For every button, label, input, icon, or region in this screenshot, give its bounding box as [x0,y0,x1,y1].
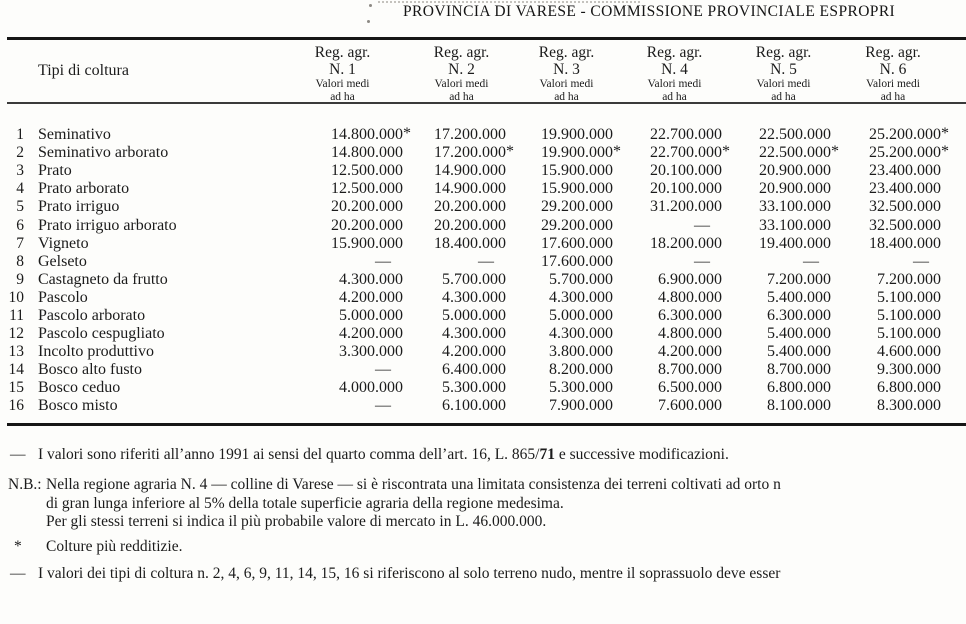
table-row [0,198,955,216]
asterisk-note-text: Colture più redditizie. [46,538,183,555]
crop-name: Prato irriguo [38,198,120,216]
column-header-sub1: Valori medi [434,78,489,90]
value-cell: 5.400.000 [767,343,831,361]
nb-line-3: Per gli stessi terreni si indica il più probabile valore di mercato in L. 46.000.000. [46,513,547,530]
value-cell-empty: — [375,361,391,379]
scan-speckle [367,20,370,23]
value-cell-empty: — [375,397,391,415]
crop-name: Pascolo cespugliato [38,325,165,343]
value-cell: 3.800.000 [549,343,613,361]
value-cell: 3.300.000 [339,343,403,361]
value-cell [627,144,736,162]
value-cell: 18.400.000 [869,234,941,252]
row-number: 10 [8,288,24,306]
note-values-year [10,446,966,465]
row-number: 7 [16,234,24,252]
dash-marker: — [10,446,26,463]
crop-name: Incolto produttivo [38,343,154,361]
value-with-asterisk: 25.200.000 * [869,125,949,144]
table-bottom-rule [7,423,966,426]
value-cell: 6.500.000 [658,379,722,397]
value-cell: 5.000.000 [339,306,403,324]
value-cell [417,144,520,162]
region-column-header [627,40,736,104]
row-number: 6 [16,216,24,234]
value-cell: 20.900.000 [759,180,831,198]
value-cell-empty: — [694,252,710,270]
note-asterisk [14,538,966,557]
table-row [0,235,955,253]
value-cell: 6.800.000 [877,379,941,397]
value-cell: 20.200.000 [331,216,403,234]
asterisk-marker: * [941,125,949,143]
value-cell: 4.200.000 [658,343,722,361]
row-number: 8 [16,252,24,270]
value-cell: 7.200.000 [767,270,831,288]
value-cell: 4.800.000 [658,325,722,343]
value-cell: 15.900.000 [331,234,403,252]
column-header-sub2: ad ha [449,91,474,103]
value-cell [736,144,845,162]
column-header-sub1: Valori medi [756,78,811,90]
value-cell: 7.900.000 [549,397,613,415]
value-cell: 6.800.000 [767,379,831,397]
value-cell: 7.600.000 [658,397,722,415]
value-cell: 4.200.000 [442,343,506,361]
asterisk-marker: * [403,125,411,143]
value-cell: 6.300.000 [767,306,831,324]
row-number: 14 [8,361,24,379]
region-column-header [520,40,627,104]
value-with-asterisk: 17.200.000 * [434,143,514,162]
value-cell: 14.900.000 [434,162,506,180]
asterisk-marker: * [831,143,839,161]
value-cell: 19.400.000 [759,234,831,252]
row-number: 2 [16,144,24,162]
column-header-sub1: Valori medi [866,78,920,90]
value-cell: 23.400.000 [869,162,941,180]
value-cell: 6.300.000 [658,306,722,324]
value-cell: 31.200.000 [650,198,722,216]
nb-label: N.B.: [8,476,42,493]
value-cell: 23.400.000 [869,180,941,198]
value-cell: 15.900.000 [541,180,613,198]
row-number: 1 [16,126,24,144]
value-cell: 8.700.000 [767,361,831,379]
scan-speckle [369,4,372,7]
row-header-tipi-di-coltura: Tipi di coltura [38,62,129,79]
value-cell: 4.800.000 [658,288,722,306]
column-header-region: Reg. agr. [538,44,595,61]
asterisk-marker: * [613,143,621,161]
value-cell: 32.500.000 [869,216,941,234]
value-cell [520,144,627,162]
column-header-sub2: ad ha [330,91,355,103]
crop-name: Castagneto da frutto [38,270,168,288]
value-cell: 33.100.000 [759,216,831,234]
note-text: I valori dei tipi di coltura n. 2, 4, 6, 9, 11, 14, 15, 16 si riferiscono al solo terreno nudo, mentre il soprassuolo deve esser [38,565,781,582]
coltura-values-table [0,40,955,416]
table-body [0,104,955,416]
table-row [0,379,955,397]
value-cell: 9.300.000 [877,361,941,379]
column-header-sub2: ad ha [771,91,796,103]
column-header-number: N. 4 [661,61,688,78]
row-number: 5 [16,198,24,216]
value-cell: 33.100.000 [759,198,831,216]
value-cell: 20.200.000 [434,198,506,216]
value-cell-empty: — [803,252,819,270]
dash-marker: — [10,565,26,582]
table-row [0,289,955,307]
crop-name: Seminativo arborato [38,144,169,162]
crop-name: Gelseto [38,252,87,270]
value-cell: 18.400.000 [434,234,506,252]
value-cell: 20.200.000 [331,198,403,216]
note-text-bold: 71 [539,446,555,463]
value-cell: 5.000.000 [549,306,613,324]
value-cell: 20.900.000 [759,162,831,180]
page-title: PROVINCIA DI VARESE - COMMISSIONE PROVINCIALE ESPROPRI [403,3,896,20]
asterisk-marker: * [722,143,730,161]
crop-name: Seminativo [38,126,111,144]
row-number: 11 [9,306,24,324]
nb-line-1: Nella regione agraria N. 4 — colline di Varese — si è riscontrata una limitata consistenza dei terreni coltivati ad orto n [46,476,781,493]
value-cell: 5.400.000 [767,325,831,343]
column-header-number: N. 3 [553,61,580,78]
value-cell: 5.100.000 [877,306,941,324]
value-cell-empty: — [375,252,391,270]
table-header [0,40,955,104]
value-cell: 17.600.000 [541,234,613,252]
region-column-header [845,40,955,104]
crop-name: Pascolo [38,288,88,306]
column-header-sub2: ad ha [554,91,579,103]
note-text [38,446,966,465]
value-cell: 8.700.000 [658,361,722,379]
asterisk-marker: * [506,143,514,161]
crop-name: Prato irriguo arborato [38,216,177,234]
value-cell: 5.100.000 [877,288,941,306]
row-number: 3 [16,162,24,180]
table-row [0,216,955,234]
value-cell: 5.100.000 [877,325,941,343]
value-cell: 8.100.000 [767,397,831,415]
asterisk-marker: * [941,143,949,161]
value-cell: 8.300.000 [877,397,941,415]
crop-name: Bosco ceduo [38,379,121,397]
note-text-prefix: I valori sono riferiti all’anno 1991 ai sensi del quarto comma dell’art. 16, L. 865/ [38,446,540,463]
value-cell: 15.900.000 [541,162,613,180]
value-cell: 22.700.000 [650,126,722,144]
value-cell: 18.200.000 [650,234,722,252]
table-row [0,180,955,198]
row-number: 16 [8,397,24,415]
value-cell: 5.000.000 [442,306,506,324]
value-cell: 19.900.000 [541,126,613,144]
row-number: 15 [8,379,24,397]
column-header-region: Reg. agr. [433,44,490,61]
row-number: 13 [8,343,24,361]
value-cell [845,144,955,162]
value-cell: 4.300.000 [442,288,506,306]
value-with-asterisk: 22.500.000 * [759,143,839,162]
value-cell: 4.200.000 [339,288,403,306]
value-cell: 6.400.000 [442,361,506,379]
table-row [0,144,955,162]
row-number: 9 [16,270,24,288]
value-cell: 5.700.000 [442,270,506,288]
value-cell: 6.100.000 [442,397,506,415]
crop-name: Bosco alto fusto [38,361,142,379]
value-cell: 4.300.000 [549,288,613,306]
region-column-header [417,40,520,104]
value-cell: 20.200.000 [434,216,506,234]
column-header-sub1: Valori medi [315,78,370,90]
value-cell-empty: — [478,252,494,270]
column-header-sub1: Valori medi [647,78,702,90]
table-row [0,343,955,361]
crop-name: Prato [38,162,72,180]
value-cell: 22.500.000 [759,126,831,144]
region-column-header [282,40,417,104]
value-cell: 14.800.000 [331,144,403,162]
value-cell: 4.300.000 [549,325,613,343]
value-cell: 5.400.000 [767,288,831,306]
column-header-region: Reg. agr. [865,44,921,61]
value-cell: 12.500.000 [331,180,403,198]
value-cell [282,126,417,144]
value-cell: 8.200.000 [549,361,613,379]
nb-line-2: di gran lunga inferiore al 5% della totale superficie agraria della regione medesima. [46,494,564,512]
value-cell: 4.300.000 [339,270,403,288]
value-cell: 5.300.000 [442,379,506,397]
column-header-sub1: Valori medi [539,78,594,90]
table-row [0,126,955,144]
table-row [0,325,955,343]
column-header-sub2: ad ha [880,91,906,103]
value-cell: 6.900.000 [658,270,722,288]
value-cell: 14.900.000 [434,180,506,198]
region-column-header [736,40,845,104]
table-row [0,271,955,289]
column-header-sub2: ad ha [662,91,687,103]
value-cell: 7.200.000 [877,270,941,288]
note-terreno-nudo [10,565,966,584]
crop-name: Bosco misto [38,397,118,415]
value-cell: 5.300.000 [549,379,613,397]
column-header-number: N. 5 [770,61,797,78]
value-cell: 17.200.000 [434,126,506,144]
table-row [0,162,955,180]
table-row [0,361,955,379]
value-cell: 12.500.000 [331,162,403,180]
value-with-asterisk: 22.700.000 * [650,143,730,162]
value-with-asterisk: 14.800.000 * [331,125,411,144]
value-cell: 29.200.000 [541,216,613,234]
asterisk-marker: * [14,538,22,555]
row-number: 4 [16,180,24,198]
note-text-suffix: e successive modificazioni. [554,446,729,463]
column-header-region: Reg. agr. [314,44,371,61]
value-cell-empty: — [913,252,929,270]
value-cell: 4.600.000 [877,343,941,361]
row-number: 12 [8,325,24,343]
value-with-asterisk: 25.200.000 * [869,143,949,162]
crop-name: Pascolo arborato [38,306,146,324]
value-cell: 29.200.000 [541,198,613,216]
value-cell: 5.700.000 [549,270,613,288]
value-cell: 4.300.000 [442,325,506,343]
column-header-region: Reg. agr. [646,44,703,61]
value-cell: 17.600.000 [541,252,613,270]
value-cell: 20.100.000 [650,180,722,198]
value-cell: 20.100.000 [650,162,722,180]
value-cell: 4.200.000 [339,325,403,343]
column-header-number: N. 6 [879,61,907,78]
table-row [0,397,955,415]
value-cell [845,126,955,144]
value-with-asterisk: 19.900.000 * [541,143,621,162]
column-header-number: N. 1 [329,61,356,78]
spacer-row [0,104,955,126]
table-row [0,307,955,325]
crop-name: Vigneto [38,234,89,252]
table-row [0,253,955,271]
value-cell: 32.500.000 [869,198,941,216]
note-nb [8,476,966,532]
value-cell-empty: — [694,216,710,234]
column-header-region: Reg. agr. [755,44,812,61]
crop-name: Prato arborato [38,180,130,198]
column-header-number: N. 2 [448,61,475,78]
value-cell: 4.000.000 [339,379,403,397]
